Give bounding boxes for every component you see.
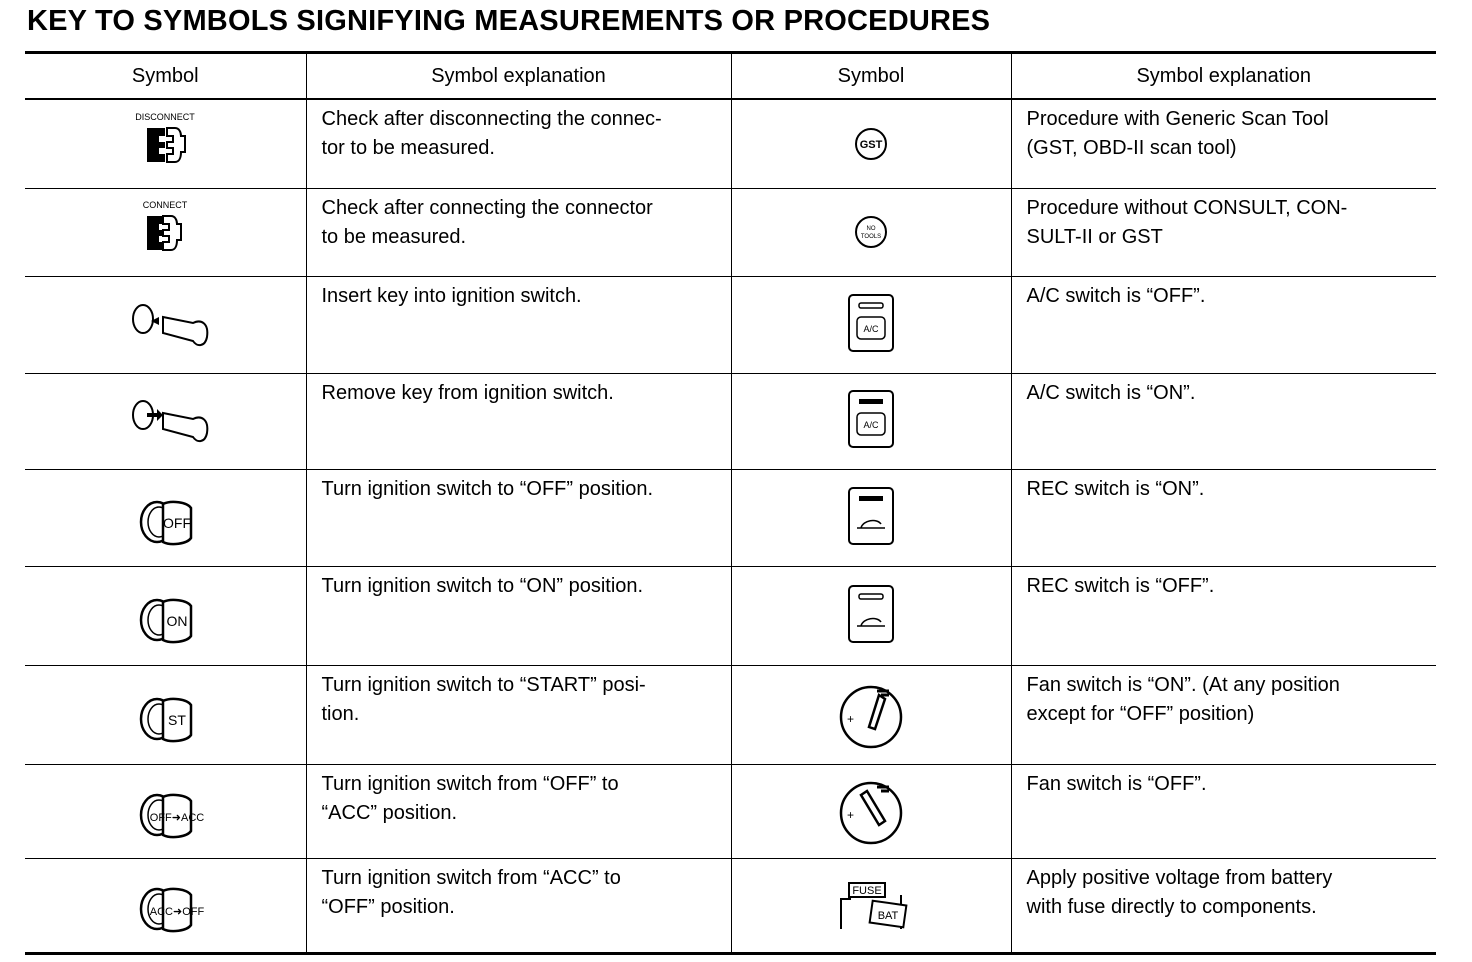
symbol-cell [731, 566, 1011, 665]
table-row [25, 188, 1436, 276]
explanation-cell: Turn ignition switch to “ON” position. [306, 566, 731, 665]
header-symbol: Symbol [731, 53, 1011, 100]
fan-switch-off-icon [816, 775, 926, 847]
svg-text:TOOLS: TOOLS [860, 234, 882, 240]
symbol-cell [25, 469, 306, 566]
fan-switch-on-icon [816, 679, 926, 751]
ignition-off-icon [110, 482, 220, 554]
explanation-cell: Turn ignition switch from “OFF” to “ACC” position. [306, 764, 731, 858]
header-explanation: Symbol explanation [306, 53, 731, 100]
svg-text:FUSE: FUSE [852, 885, 882, 897]
explanation-cell: Turn ignition switch from “ACC” to “OFF” position. [306, 858, 731, 953]
svg-text:ST: ST [168, 711, 187, 728]
rec-switch-off-icon [816, 580, 926, 652]
symbol-cell [25, 665, 306, 764]
battery-fuse-icon [816, 869, 926, 941]
explanation-cell: Turn ignition switch to “OFF” position. [306, 469, 731, 566]
rec-switch-on-icon [816, 482, 926, 554]
explanation-cell: Check after disconnecting the connec- tor to be measured. [306, 99, 731, 188]
table-row [25, 373, 1436, 469]
ac-switch-on-icon [816, 385, 926, 457]
svg-text:+: + [847, 711, 855, 726]
explanation-cell: Remove key from ignition switch. [306, 373, 731, 469]
symbol-cell [731, 469, 1011, 566]
explanation-cell: A/C switch is “OFF”. [1011, 276, 1436, 373]
remove-key-icon [110, 385, 220, 457]
svg-text:CONNECT: CONNECT [143, 200, 188, 210]
disconnect-icon [110, 108, 220, 180]
no-tools-icon [816, 196, 926, 268]
symbol-cell [25, 858, 306, 953]
table-row [25, 566, 1436, 665]
explanation-cell: Insert key into ignition switch. [306, 276, 731, 373]
gst-icon [816, 108, 926, 180]
symbol-cell [25, 764, 306, 858]
explanation-cell: REC switch is “ON”. [1011, 469, 1436, 566]
ignition-off-to-acc-icon [110, 775, 220, 847]
table-row [25, 764, 1436, 858]
explanation-cell: Procedure with Generic Scan Tool (GST, OBD-II scan tool) [1011, 99, 1436, 188]
svg-text:DISCONNECT: DISCONNECT [135, 111, 196, 122]
ignition-acc-to-off-icon [110, 869, 220, 941]
table-row [25, 858, 1436, 953]
page-title: KEY TO SYMBOLS SIGNIFYING MEASUREMENTS OR PROCEDURES [27, 5, 991, 37]
svg-text:OFF: OFF [163, 514, 192, 531]
svg-text:A/C: A/C [863, 323, 879, 334]
connect-icon [110, 196, 220, 268]
table-row [25, 665, 1436, 764]
svg-text:A/C: A/C [863, 420, 879, 430]
symbol-cell [731, 373, 1011, 469]
table-row [25, 276, 1436, 373]
explanation-cell: REC switch is “OFF”. [1011, 566, 1436, 665]
explanation-cell: Turn ignition switch to “START” posi- tion. [306, 665, 731, 764]
table-row [25, 99, 1436, 188]
ignition-start-icon [110, 679, 220, 751]
svg-text:ON: ON [166, 612, 188, 629]
symbols-table [25, 51, 1436, 955]
svg-text:GST: GST [859, 138, 883, 151]
symbol-cell [731, 99, 1011, 188]
symbol-cell [731, 858, 1011, 953]
ignition-on-icon [110, 580, 220, 652]
symbol-cell [25, 373, 306, 469]
explanation-cell: Fan switch is “ON”. (At any position except for “OFF” position) [1011, 665, 1436, 764]
explanation-cell: Check after connecting the connector to be measured. [306, 188, 731, 276]
symbol-cell [25, 99, 306, 188]
symbol-cell [731, 188, 1011, 276]
explanation-cell: Procedure without CONSULT, CON- SULT-II or GST [1011, 188, 1436, 276]
table-row [25, 469, 1436, 566]
svg-text:ACC➜OFF: ACC➜OFF [150, 906, 205, 918]
explanation-cell: Fan switch is “OFF”. [1011, 764, 1436, 858]
ac-switch-off-icon [816, 289, 926, 361]
svg-text:OFF➜ACC: OFF➜ACC [150, 812, 205, 824]
explanation-cell: Apply positive voltage from battery with fuse directly to components. [1011, 858, 1436, 953]
svg-text:NO: NO [866, 226, 876, 232]
symbol-cell [731, 276, 1011, 373]
symbol-cell [731, 764, 1011, 858]
symbol-cell [25, 188, 306, 276]
symbol-cell [25, 276, 306, 373]
symbol-cell [25, 566, 306, 665]
explanation-cell: A/C switch is “ON”. [1011, 373, 1436, 469]
header-symbol: Symbol [25, 53, 306, 100]
symbol-cell [731, 665, 1011, 764]
svg-text:BAT: BAT [877, 910, 899, 922]
header-explanation: Symbol explanation [1011, 53, 1436, 100]
insert-key-icon [110, 289, 220, 361]
table-header-row [25, 53, 1436, 100]
svg-text:+: + [847, 808, 855, 822]
